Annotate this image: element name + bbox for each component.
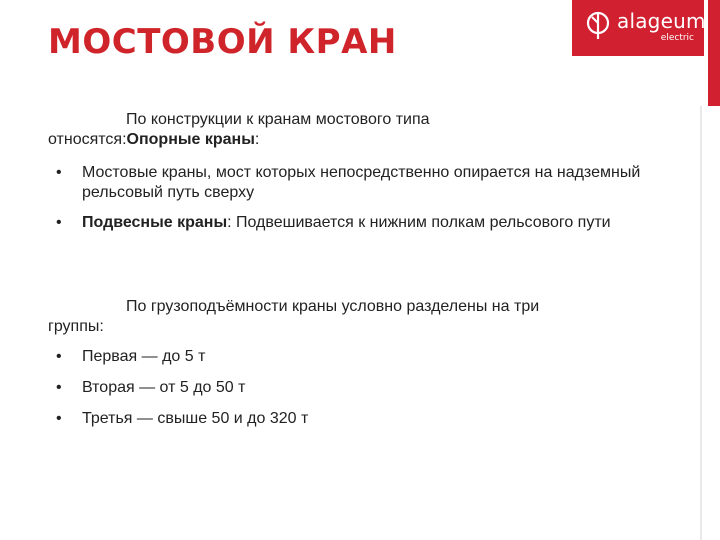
list-item-text: Первая — до 5 т — [82, 348, 206, 365]
bullet-marker: • — [56, 214, 62, 231]
construction-intro-bold: Опорные краны — [126, 131, 255, 148]
capacity-intro — [48, 297, 648, 337]
construction-intro-prefix: относятся: — [48, 131, 127, 148]
list-item-text — [82, 213, 642, 233]
list-item — [56, 378, 656, 398]
list-item — [56, 347, 656, 367]
list-item-rest: : Подвешивается к нижним полкам рельсового пути — [227, 214, 611, 231]
brand-logo — [572, 0, 704, 56]
list-item-text: Вторая — от 5 до 50 т — [82, 379, 246, 396]
list-item — [56, 213, 656, 233]
capacity-intro-line2: группы: — [48, 318, 104, 335]
construction-intro-suffix: : — [254, 131, 260, 148]
list-item-bold: Подвесные краны — [82, 214, 228, 231]
divider-line — [700, 106, 702, 540]
accent-bar — [708, 0, 720, 106]
capacity-intro-line1: По грузоподъёмности краны условно разделены на три — [126, 298, 540, 315]
list-item-text: Третья — свыше 50 и до 320 т — [82, 410, 309, 427]
bullet-marker: • — [56, 348, 62, 365]
list-item — [56, 163, 656, 203]
construction-intro-line1: По конструкции к кранам мостового типа — [126, 111, 430, 128]
logo-name: alageum — [617, 9, 706, 33]
slide-title: МОСТОВОЙ КРАН — [48, 22, 397, 62]
bullet-marker: • — [56, 410, 62, 427]
bullet-marker: • — [56, 164, 62, 181]
list-item-text: Мостовые краны, мост которых непосредственно опирается на надземный рельсовый путь сверху — [82, 164, 641, 201]
construction-intro — [48, 110, 648, 150]
list-item — [56, 409, 656, 429]
logo-subtitle: electric — [660, 33, 694, 43]
logo-mark-icon — [586, 10, 612, 40]
bullet-marker: • — [56, 379, 62, 396]
